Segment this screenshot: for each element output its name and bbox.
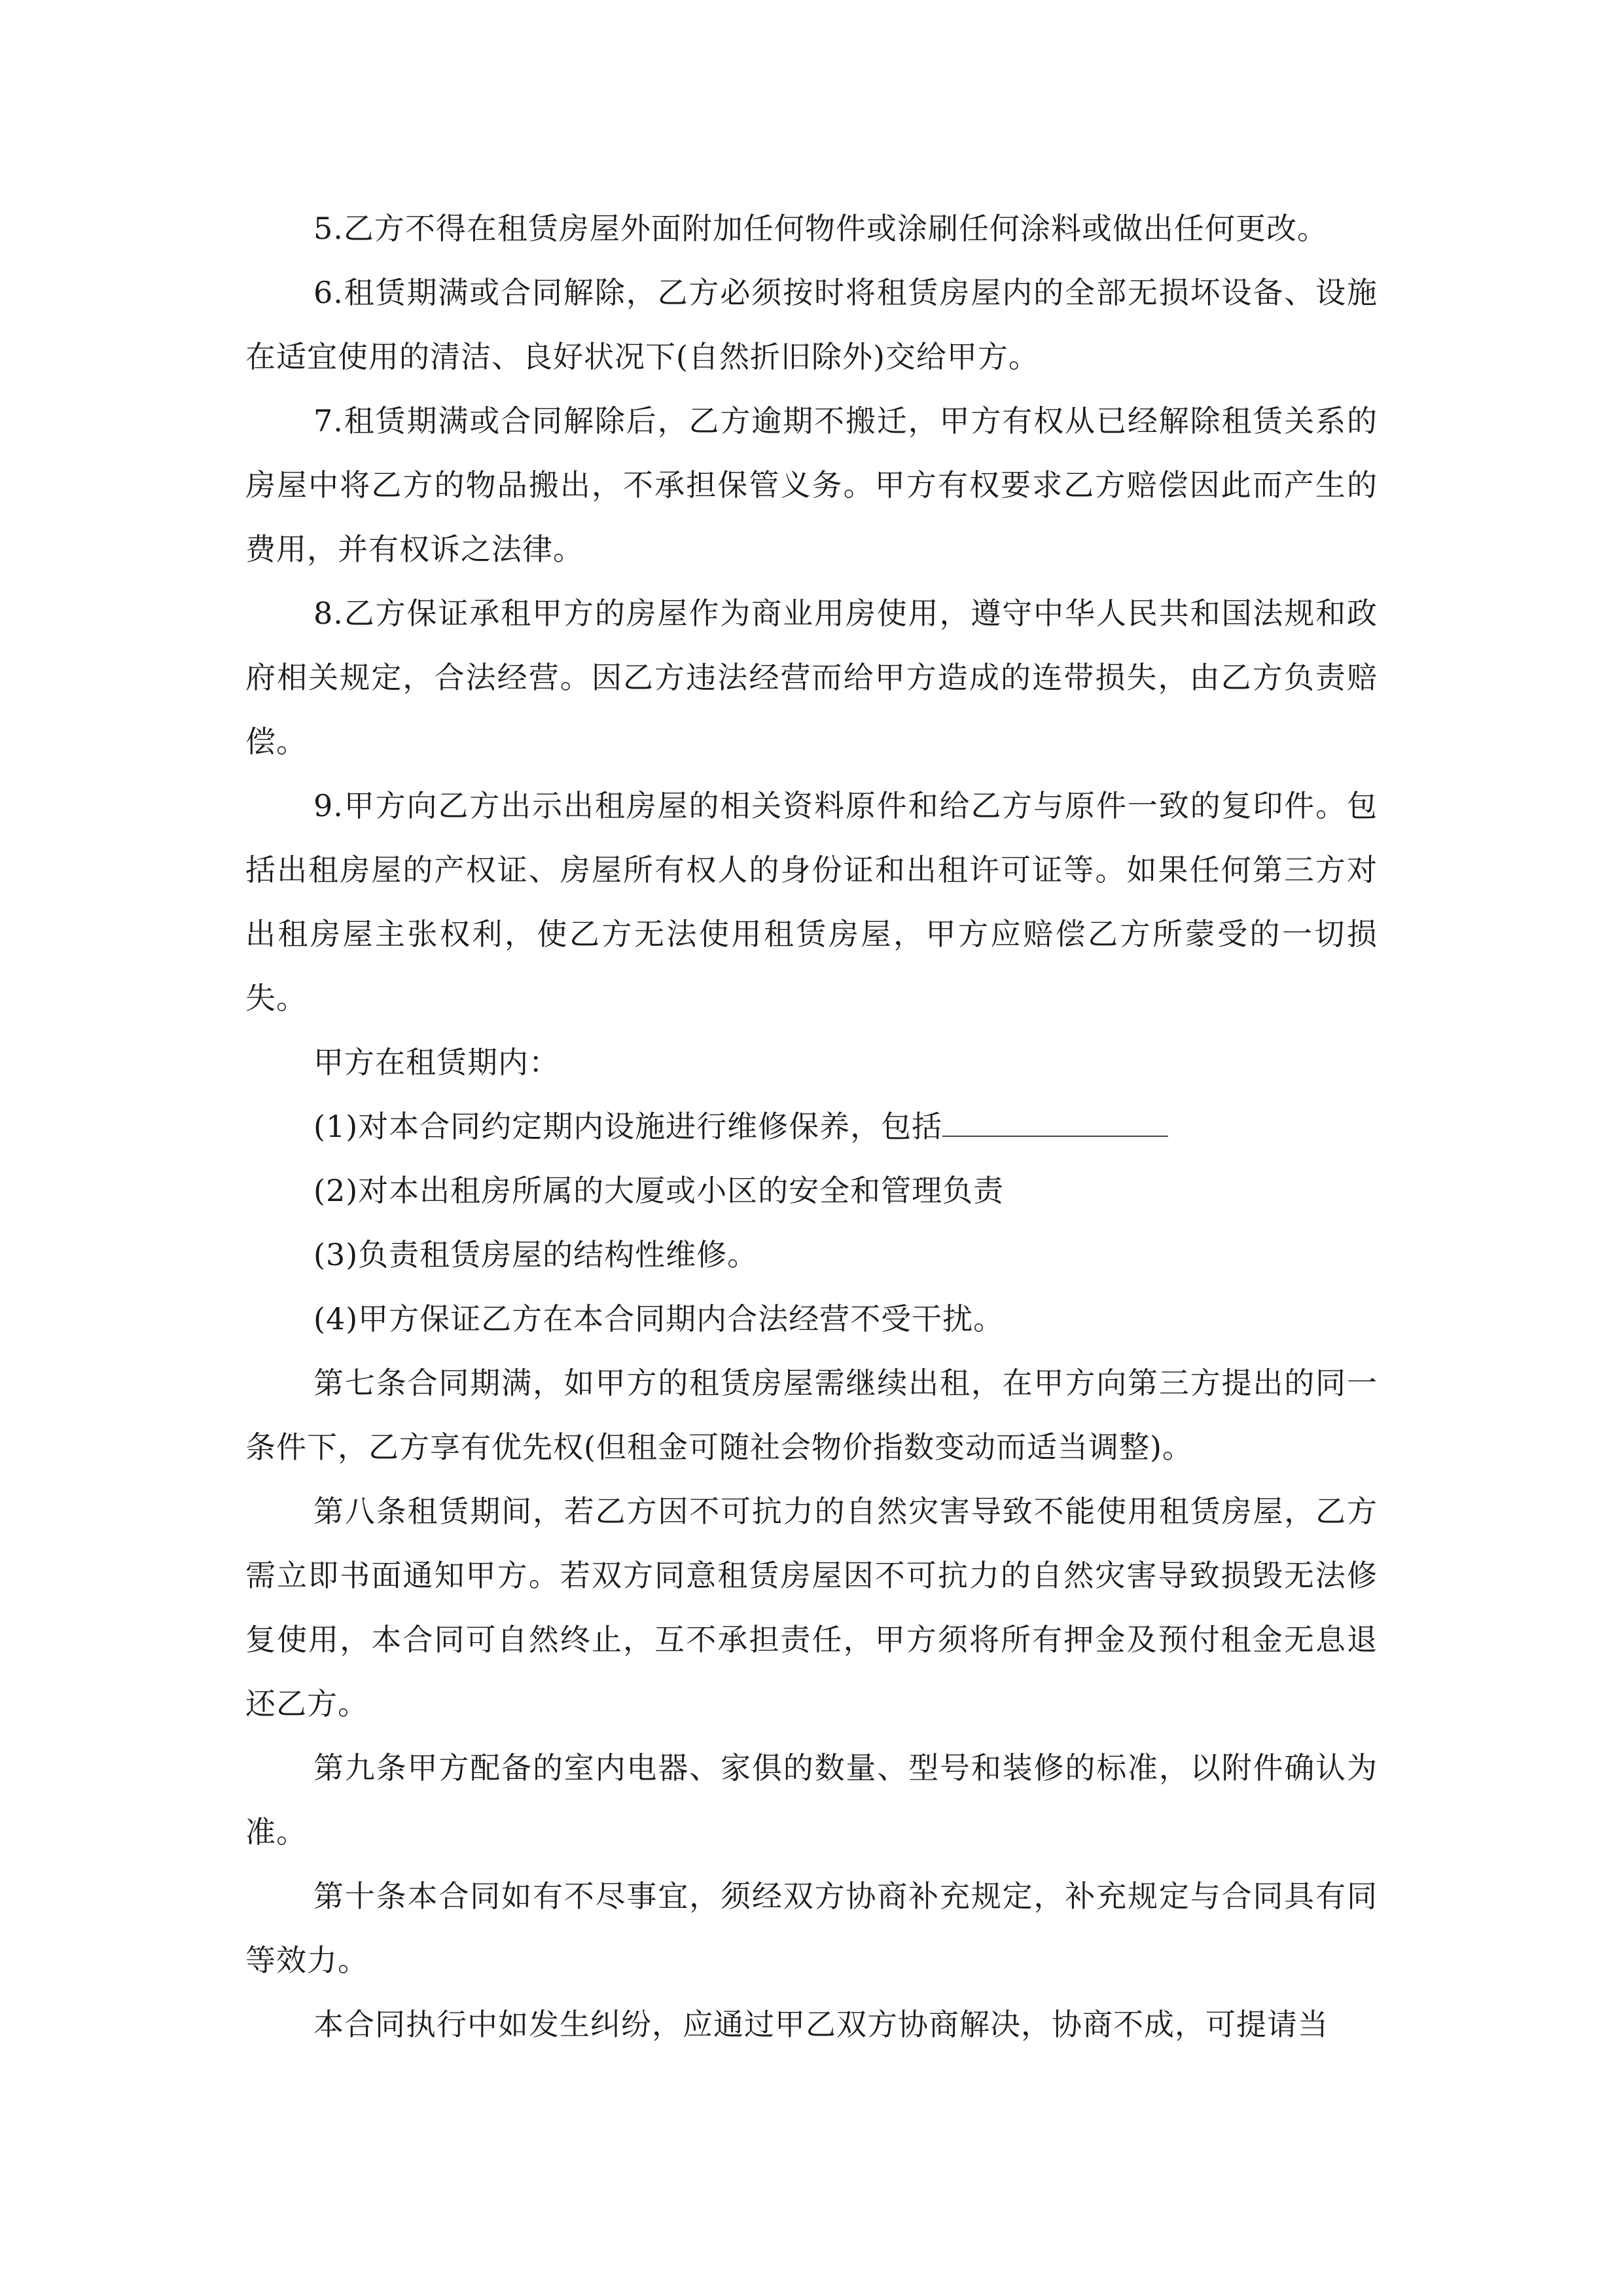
party-a-duties-heading <box>245 1030 1378 1094</box>
clause-7 <box>245 389 1378 581</box>
dispute-resolution <box>245 1992 1378 2056</box>
duty-3 <box>245 1223 1378 1287</box>
clause-9-text: 9.甲方向乙方出示出租房屋的相关资料原件和给乙方与原件一致的复印件。包括出租房屋的产权证、房屋所有权人的身份证和出租许可证等。如果任何第三方对出租房屋主张权利，使乙方无法使用租赁房屋，甲方应赔偿乙方所蒙受的一切损失。 <box>245 788 1378 1016</box>
article-10 <box>245 1864 1378 1992</box>
clause-5 <box>245 196 1378 260</box>
duty-3-text: (3)负责租赁房屋的结构性维修。 <box>313 1237 758 1272</box>
clause-8 <box>245 581 1378 774</box>
clause-5-text: 5.乙方不得在租赁房屋外面附加任何物件或涂刷任何涂料或做出任何更改。 <box>313 211 1328 246</box>
duty-2-text: (2)对本出租房所属的大厦或小区的安全和管理负责 <box>313 1173 1005 1208</box>
clause-7-text: 7.租赁期满或合同解除后，乙方逾期不搬迁，甲方有权从已经解除租赁关系的房屋中将乙方的物品搬出，不承担保管义务。甲方有权要求乙方赔偿因此而产生的费用，并有权诉之法律。 <box>245 403 1378 567</box>
party-a-duties-heading-text: 甲方在租赁期内： <box>313 1045 560 1080</box>
article-9-text: 第九条甲方配备的室内电器、家俱的数量、型号和装修的标准，以附件确认为准。 <box>245 1750 1378 1850</box>
document-body <box>245 196 1378 2056</box>
fill-in-blank <box>942 1096 1168 1137</box>
duty-1-text: (1)对本合同约定期内设施进行维修保养，包括 <box>313 1109 943 1144</box>
dispute-resolution-text: 本合同执行中如发生纠纷，应通过甲乙双方协商解决，协商不成，可提请当 <box>313 2007 1329 2042</box>
duty-4 <box>245 1287 1378 1351</box>
article-9 <box>245 1736 1378 1864</box>
duty-4-text: (4)甲方保证乙方在本合同期内合法经营不受干扰。 <box>313 1301 1005 1336</box>
clause-9 <box>245 774 1378 1030</box>
article-8-text: 第八条租赁期间，若乙方因不可抗力的自然灾害导致不能使用租赁房屋，乙方需立即书面通知甲方。若双方同意租赁房屋因不可抗力的自然灾害导致损毁无法修复使用，本合同可自然终止，互不承担责任，甲方须将所有押金及预付租金无息退还乙方。 <box>245 1494 1378 1721</box>
article-7-text: 第七条合同期满，如甲方的租赁房屋需继续出租，在甲方向第三方提出的同一条件下，乙方享有优先权(但租金可随社会物价指数变动而适当调整)。 <box>245 1365 1378 1465</box>
article-7 <box>245 1351 1378 1479</box>
article-8 <box>245 1479 1378 1736</box>
article-10-text: 第十条本合同如有不尽事宜，须经双方协商补充规定，补充规定与合同具有同等效力。 <box>245 1878 1378 1978</box>
clause-6 <box>245 260 1378 389</box>
duty-2 <box>245 1158 1378 1223</box>
clause-8-text: 8.乙方保证承租甲方的房屋作为商业用房使用，遵守中华人民共和国法规和政府相关规定，合法经营。因乙方违法经营而给甲方造成的连带损失，由乙方负责赔偿。 <box>245 596 1378 759</box>
duty-1 <box>245 1094 1378 1158</box>
clause-6-text: 6.租赁期满或合同解除，乙方必须按时将租赁房屋内的全部无损坏设备、设施在适宜使用的清洁、良好状况下(自然折旧除外)交给甲方。 <box>245 275 1378 374</box>
